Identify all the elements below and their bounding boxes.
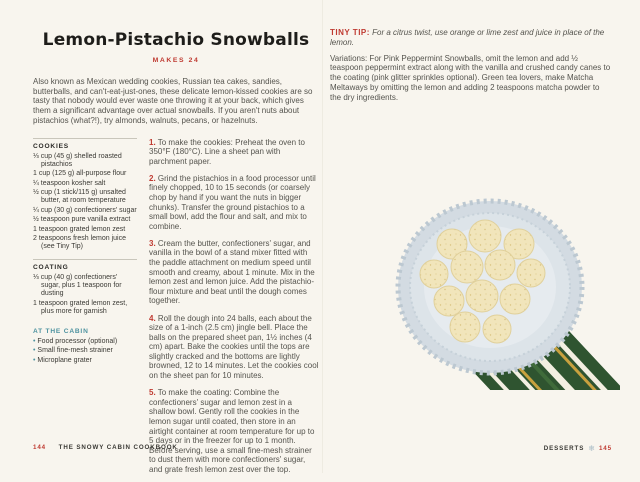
instruction-step [149, 138, 319, 167]
cabin-equipment-item: • Food processor (optional) [33, 338, 137, 346]
page-seam [322, 0, 323, 473]
book-title: THE SNOWY CABIN COOKBOOK [58, 444, 178, 451]
instruction-step [149, 314, 319, 381]
recipe-columns [33, 138, 319, 482]
ingredient-item: ⅓ cup (45 g) shelled roasted pistachios [33, 152, 122, 168]
tiny-tip-label: TINY TIP: [330, 28, 370, 37]
coating-section-header: COATING [33, 259, 137, 271]
ingredient-item: ¼ cup (30 g) confectioners' sugar [33, 206, 137, 214]
right-footer [544, 444, 612, 453]
ingredients-column [33, 138, 149, 482]
ingredient-item: ⅓ cup (40 g) confectioners' sugar, plus 1 teaspoon for dusting [33, 274, 122, 298]
ingredient-item: 1 cup (125 g) all-purpose flour [33, 170, 127, 178]
step-number: 1. [149, 137, 156, 147]
step-number: 4. [149, 313, 156, 323]
variations-paragraph: Variations: For Pink Peppermint Snowballs, omit the lemon and add ½ teaspoon peppermint extract along with the vanilla and crushed candy canes to the coating (pink glitter sprinkles optional). Green tea lovers, make Matcha Meltaways by omitting the lemon and adding 2 teaspoons matcha powder to the dry ingredients. [330, 53, 611, 102]
ingredient-item: 1 teaspoon grated lemon zest [33, 225, 126, 233]
cabin-equipment-item: • Microplane grater [33, 357, 137, 365]
recipe-intro: Also known as Mexican wedding cookies, Russian tea cakes, sandies, butterballs, and can't-eat-just-ones, these delicate lemon-kissed cookies are so tasty that nobody would ever waste one throwing it at your back, which gives them a significant advantage over actual snowballs. If you aren't nuts about pistachios (what?!), try almonds, walnuts, pecans, or hazelnuts. [33, 77, 313, 125]
right-page [330, 28, 612, 103]
snowballs-illustration-svg [388, 192, 620, 390]
step-number: 5. [149, 388, 156, 398]
left-page-number: 144 [33, 444, 47, 451]
cookies-section-header: COOKIES [33, 138, 137, 150]
instruction-step [149, 388, 319, 474]
step-text: To make the coating: Combine the confectioners' sugar and lemon zest in a shallow bowl. Gently roll the cookies in the lemon sugar until coated, then store in an airtight container at room temperature for up to 5 days or in the freezer for up to 1 month. Before serving, use a small fine-mesh strainer to dust them with more confectioners' sugar, and grate fresh lemon zest over the top. [149, 388, 315, 474]
ingredient-item: ¼ teaspoon kosher salt [33, 179, 106, 187]
instructions-column [149, 138, 319, 482]
left-footer [33, 444, 178, 451]
ingredient-item: ½ teaspoon pure vanilla extract [33, 216, 131, 224]
step-number: 2. [149, 173, 156, 183]
recipe-yield: MAKES 24 [152, 57, 200, 64]
right-page-number: 145 [598, 445, 612, 452]
cabin-equipment-item: • Small fine-mesh strainer [33, 347, 137, 355]
ingredient-item: ½ cup (1 stick/115 g) unsalted butter, at room temperature [33, 189, 126, 205]
snowflake-icon: ❄ [588, 444, 595, 453]
step-text: Grind the pistachios in a food processor until finely chopped, 10 to 15 seconds (or coarsely chop by hand if you want the nuts in bigger chunks). Transfer the ground pistachios to a small bowl, add the flour and salt, and mix to combine. [149, 173, 316, 231]
instruction-step [149, 174, 319, 232]
tiny-tip [330, 28, 612, 48]
left-page [33, 30, 319, 482]
ingredient-item: 2 teaspoons fresh lemon juice (see Tiny Tip) [33, 235, 126, 251]
snowballs-illustration [388, 192, 620, 390]
step-text: Cream the butter, confectioners' sugar, and vanilla in the bowl of a stand mixer fitted with the paddle attachment on medium speed until smooth and creamy, about 1 minute. Mix in the lemon zest and lemon juice. Add the pistachio-flour mixture and beat until the dough comes together. [149, 238, 315, 306]
step-number: 3. [149, 238, 156, 248]
step-text: To make the cookies: Preheat the oven to 350°F (180°C). Line a sheet pan with parchment paper. [149, 137, 305, 166]
instruction-step [149, 239, 319, 306]
tiny-tip-text: For a citrus twist, use orange or lime zest and juice in place of the lemon. [330, 28, 605, 47]
recipe-title: Lemon-Pistachio Snowballs [42, 30, 310, 50]
ingredient-item: 1 teaspoon grated lemon zest, plus more for garnish [33, 299, 128, 315]
section-name: DESSERTS [543, 445, 585, 452]
step-text: Roll the dough into 24 balls, each about the size of a 1-inch (2.5 cm) jingle bell. Place the balls on the prepared sheet pan, 1½ inches (4 cm) apart. Bake the cookies until the tops are slightly cracked and the bottoms are lightly browned, 12 to 14 minutes. Let the cookies cool on the sheet pan for 10 minutes. [149, 313, 319, 381]
at-the-cabin-header: AT THE CABIN [33, 327, 89, 335]
